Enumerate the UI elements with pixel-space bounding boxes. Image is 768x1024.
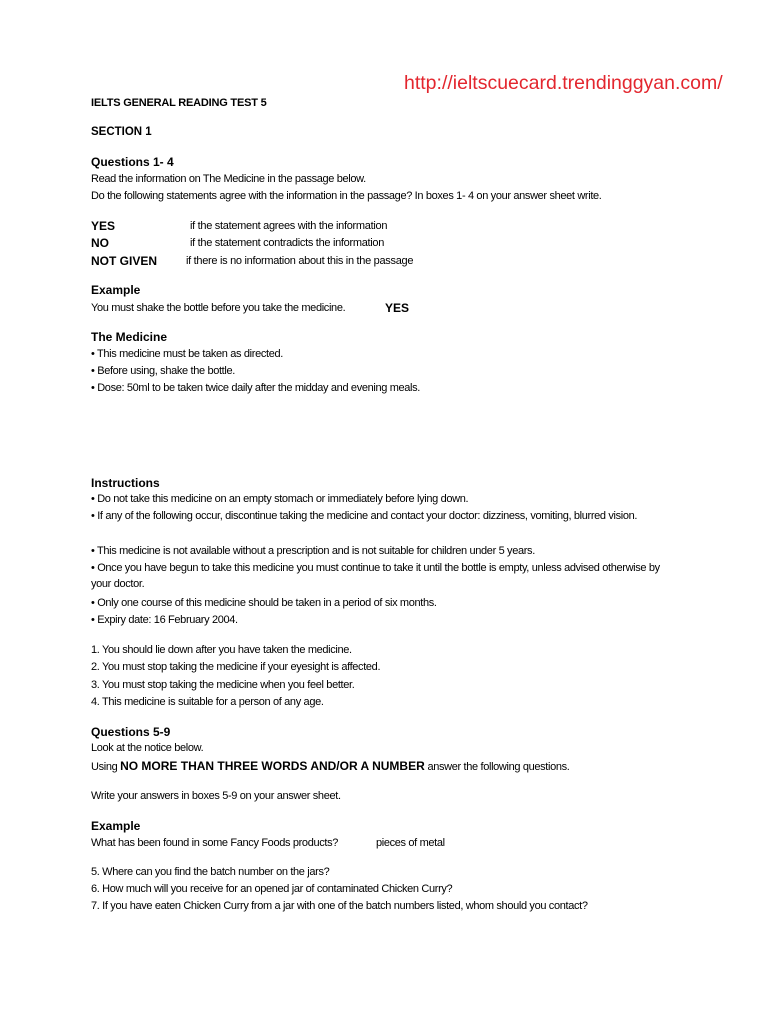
list-item: • This medicine is not available without a prescription and is not suitable for children under 5 years. [91, 545, 535, 557]
question-item: 5. Where can you find the batch number on the jars? [91, 866, 330, 878]
answer-key-label: NO [91, 236, 109, 250]
statement-item: 3. You must stop taking the medicine when you feel better. [91, 679, 355, 691]
instructions-heading: Instructions [91, 476, 160, 490]
list-item: • Only one course of this medicine should be taken in a period of six months. [91, 597, 437, 609]
answer-key-label: NOT GIVEN [91, 254, 158, 268]
list-item: • Do not take this medicine on an empty stomach or immediately before lying down. [91, 493, 469, 505]
source-url-link[interactable]: http://ieltscuecard.trendinggyan.com/ [404, 72, 723, 94]
example-heading: Example [91, 283, 141, 297]
answer-key-definition: if the statement agrees with the information [190, 220, 388, 232]
using-text: Using [91, 761, 118, 773]
list-item: • Expiry date: 16 February 2004. [91, 614, 238, 626]
question-item: 7. If you have eaten Chicken Curry from a jar with one of the batch numbers listed, whom should you contact? [91, 900, 588, 912]
instruction-line: Read the information on The Medicine in the passage below. [91, 173, 366, 185]
example-text: You must shake the bottle before you take the medicine. [91, 302, 346, 314]
statement-item: 4. This medicine is suitable for a person of any age. [91, 696, 324, 708]
medicine-heading: The Medicine [91, 330, 168, 344]
example-answer: YES [385, 301, 410, 315]
example-heading: Example [91, 819, 141, 833]
questions-5-9-heading: Questions 5-9 [91, 725, 171, 739]
instruction-line: Write your answers in boxes 5-9 on your answer sheet. [91, 790, 341, 802]
list-item: • Before using, shake the bottle. [91, 365, 235, 377]
list-item: • This medicine must be taken as directed. [91, 348, 283, 360]
instruction-line: Do the following statements agree with the information in the passage? In boxes 1- 4 on your answer sheet write. [91, 190, 602, 202]
instruction-line: Look at the notice below. [91, 742, 204, 754]
statement-item: 2. You must stop taking the medicine if your eyesight is affected. [91, 661, 381, 673]
question-item: 6. How much will you receive for an opened jar of contaminated Chicken Curry? [91, 883, 453, 895]
example-answer: pieces of metal [376, 837, 445, 849]
instruction-line [91, 759, 570, 773]
answer-key-definition: if there is no information about this in the passage [186, 255, 414, 267]
section-heading: SECTION 1 [91, 126, 152, 138]
list-item: • Once you have begun to take this medicine you must continue to take it until the bottle is empty, unless advised otherwise by your doctor. [91, 562, 660, 590]
word-limit-text: NO MORE THAN THREE WORDS AND/OR A NUMBER [120, 759, 425, 773]
using-rest-text: answer the following questions. [427, 761, 570, 773]
document-title: IELTS GENERAL READING TEST 5 [91, 97, 267, 109]
list-item: • Dose: 50ml to be taken twice daily after the midday and evening meals. [91, 382, 421, 394]
example-text: What has been found in some Fancy Foods products? [91, 837, 339, 849]
questions-1-4-heading: Questions 1- 4 [91, 155, 174, 169]
answer-key-label: YES [91, 219, 116, 233]
answer-key-definition: if the statement contradicts the information [190, 237, 385, 249]
statement-item: 1. You should lie down after you have taken the medicine. [91, 644, 352, 656]
list-item: • If any of the following occur, discontinue taking the medicine and contact your doctor: dizziness, vomiting, blurred vision. [91, 510, 638, 522]
